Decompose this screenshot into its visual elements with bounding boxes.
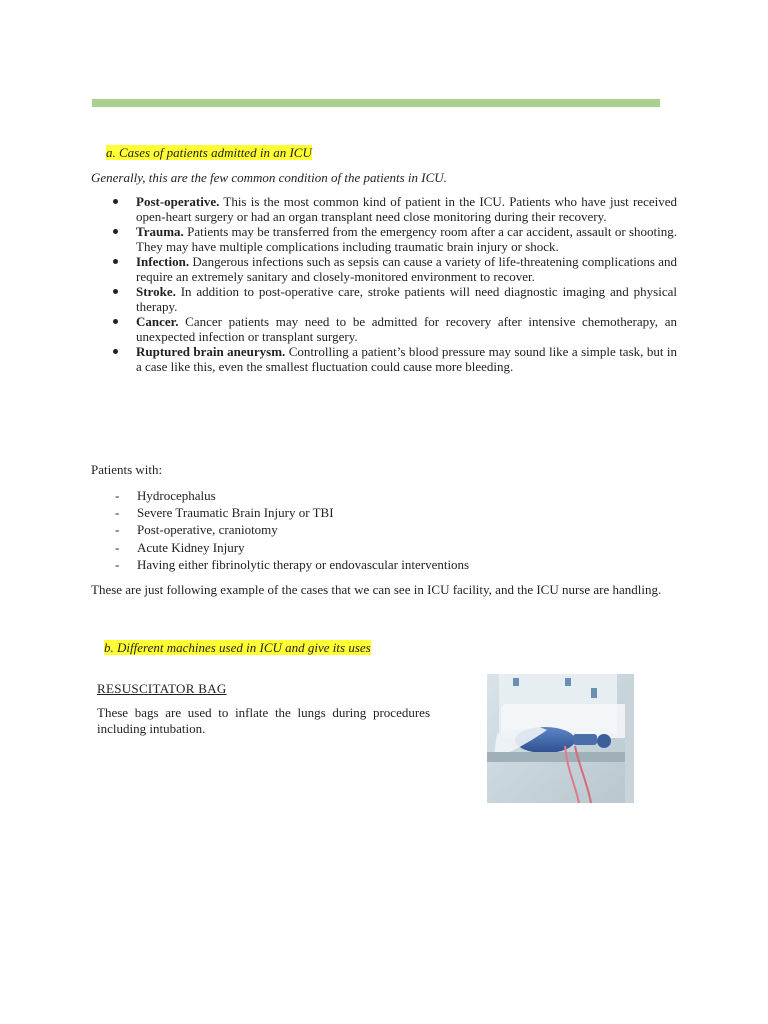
list-item: - Acute Kidney Injury [115,539,245,555]
list-item: Ruptured brain aneurysm. Controlling a patient’s blood pressure may sound like a simple task, but in a case like this, even the smallest fluctuation could cause more bleeding. [91,344,677,374]
closing-paragraph: These are just following example of the cases that we can see in ICU facility, and the ICU nurse are handling. [91,582,662,597]
bullet-icon [113,289,118,294]
resuscitator-bag-illustration [487,674,634,803]
bullet-icon [113,319,118,324]
header-rule [92,99,660,107]
list-item: Infection. Dangerous infections such as sepsis can cause a variety of life-threatening complications and require an extremely sanitary and closely-monitored environment to recover. [91,254,677,284]
resuscitator-bag-photo [487,674,634,803]
condition-list [91,194,677,374]
bullet-icon [113,259,118,264]
dash-icon: - [115,488,120,503]
section-a-intro: Generally, this are the few common condition of the patients in ICU. [91,170,447,185]
list-item: - Hydrocephalus [115,488,216,503]
dash-icon: - [115,522,120,538]
bullet-icon [113,229,118,234]
section-a-heading: a. Cases of patients admitted in an ICU [106,145,312,160]
section-b-heading: b. Different machines used in ICU and give its uses [104,640,371,655]
list-item: - Having either fibrinolytic therapy or endovascular interventions [115,556,470,572]
bullet-icon [113,199,118,204]
dash-icon: - [115,539,120,555]
list-item: Trauma. Patients may be transferred from the emergency room after a car accident, assault or shooting. They may have multiple complications including traumatic brain injury or shock. [91,224,677,254]
machine-title: RESUSCITATOR BAG [97,681,227,696]
bullet-icon [113,349,118,354]
patients-with-label: Patients with: [91,462,163,477]
patients-with-list [91,487,469,573]
dash-icon: - [115,505,120,521]
list-item: Stroke. In addition to post-operative care, stroke patients will need diagnostic imaging and physical therapy. [91,284,677,314]
dash-icon: - [115,556,120,572]
list-item: Post-operative. This is the most common kind of patient in the ICU. Patients who have just received open-heart surgery or had an organ transplant need close monitoring during their recovery. [91,194,677,224]
list-item: - Post-operative, craniotomy [115,522,278,538]
machine-description: These bags are used to inflate the lungs during procedures including intubation. [97,705,430,736]
list-item: Cancer. Cancer patients may need to be admitted for recovery after intensive chemotherapy, an unexpected infection or transplant surgery. [91,314,677,344]
list-item: - Severe Traumatic Brain Injury or TBI [115,505,334,521]
